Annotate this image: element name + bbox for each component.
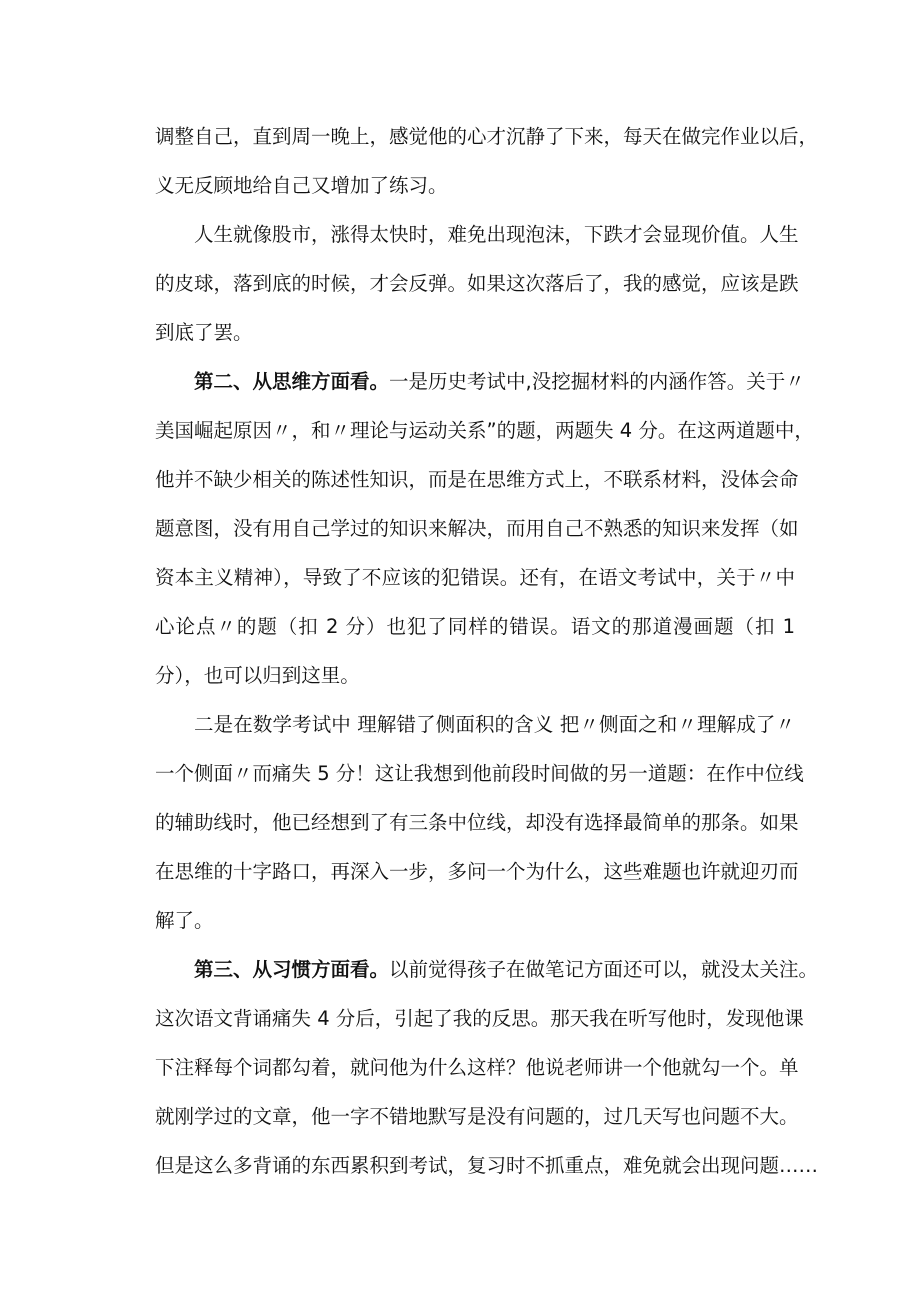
paragraph-5-line-4: 就刚学过的文章，他一字不错地默写是没有问题的，过几天写也问题不大。	[155, 1105, 799, 1128]
paragraph-1-line-2: 义无反顾地给自己又增加了练习。	[155, 174, 448, 197]
paragraph-5-line-5: 但是这么多背诵的东西累积到考试，复习时不抓重点，难免就会出现问题……	[155, 1154, 819, 1177]
paragraph-4-line-1: 二是在数学考试中 理解错了侧面积的含义 把〃侧面之和〃理解成了〃	[194, 713, 795, 736]
paragraph-5-line-1-text: 以前觉得孩子在做笔记方面还可以，就没太关注。	[389, 958, 819, 981]
paragraph-5-line-3: 下注释每个词都勾着，就问他为什么这样？他说老师讲一个他就勾一个。单	[155, 1056, 799, 1079]
paragraph-1-line-1: 调整自己，直到周一晚上，感觉他的心才沉静了下来，每天在做完作业以后，	[155, 125, 819, 148]
paragraph-2-line-2: 的皮球，落到底的时候，才会反弹。如果这次落后了，我的感觉，应该是跌	[155, 272, 799, 295]
paragraph-4-line-5: 解了。	[155, 909, 214, 932]
paragraph-2-line-1: 人生就像股市，涨得太快时，难免出现泡沫，下跌才会显现价值。人生	[194, 223, 799, 246]
paragraph-4-line-2: 一个侧面〃而痛失 5 分！这让我想到他前段时间做的另一道题：在作中位线	[155, 762, 804, 785]
section-heading-thinking: 第二、从思维方面看。	[194, 370, 390, 393]
section-heading-habits: 第三、从习惯方面看。	[194, 958, 390, 981]
paragraph-3-line-5: 资本主义精神），导致了不应该的犯错误。还有，在语文考试中，关于〃中	[155, 566, 795, 589]
paragraph-2-line-3: 到底了罢。	[155, 321, 253, 344]
paragraph-5-line-1	[194, 955, 819, 985]
paragraph-4-line-3: 的辅助线时，他已经想到了有三条中位线，却没有选择最简单的那条。如果	[155, 811, 799, 834]
paragraph-5-line-2: 这次语文背诵痛失 4 分后，引起了我的反思。那天我在听写他时，发现他课	[155, 1007, 804, 1030]
paragraph-3-line-1-text: 一是历史考试中,没挖掘材料的内涵作答。关于〃	[389, 370, 805, 393]
paragraph-3-line-1	[194, 367, 805, 397]
paragraph-3-line-2: 美国崛起原因〃，和〃理论与运动关系”的题，两题失 4 分。在这两道题中，	[155, 419, 814, 442]
paragraph-3-line-3: 他并不缺少相关的陈述性知识，而是在思维方式上，不联系材料，没体会命	[155, 468, 799, 491]
paragraph-3-line-7: 分），也可以归到这里。	[155, 664, 360, 687]
paragraph-3-line-6: 心论点〃的题（扣 2 分）也犯了同样的错误。语文的那道漫画题（扣 1	[155, 615, 795, 638]
paragraph-3-line-4: 题意图，没有用自己学过的知识来解决，而用自己不熟悉的知识来发挥（如	[155, 517, 799, 540]
paragraph-4-line-4: 在思维的十字路口，再深入一步，多问一个为什么，这些难题也许就迎刃而	[155, 860, 799, 883]
